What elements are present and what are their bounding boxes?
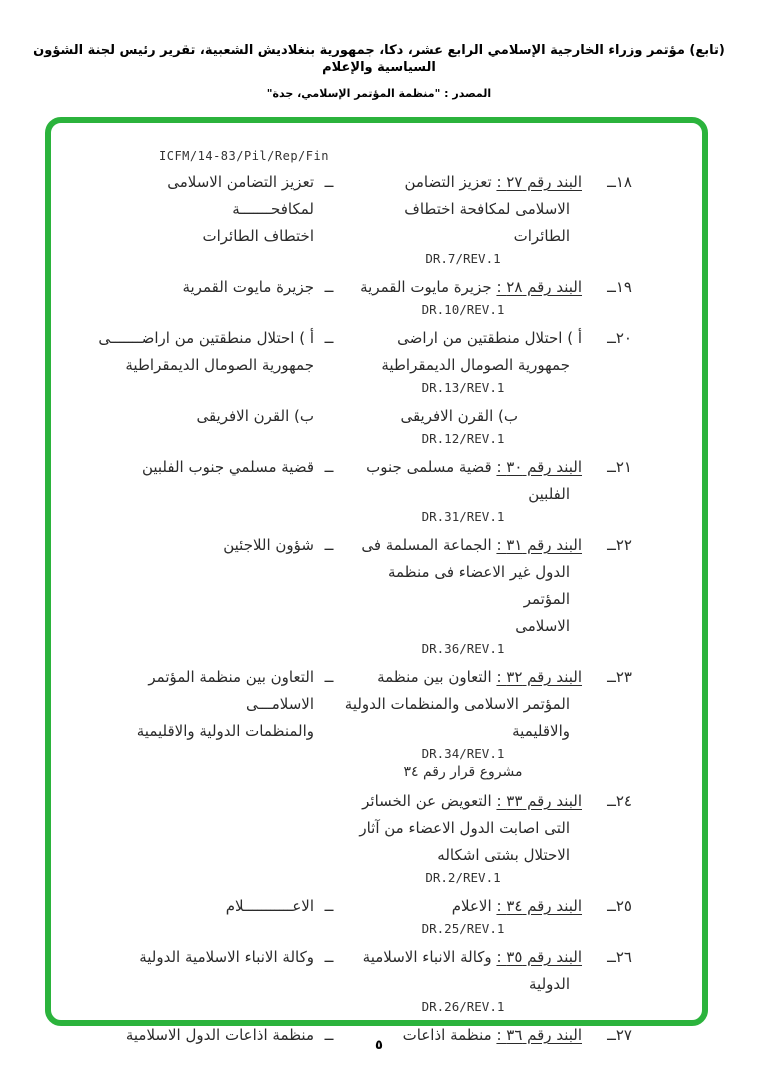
item-number: ٢٥ــ (607, 897, 632, 915)
item-right-col (344, 532, 582, 658)
subject-line: والمنظمات الدولية والاقليمية (136, 722, 314, 740)
separator-dash: ــ (324, 278, 334, 296)
dr-reference: DR.10/REV.1 (421, 302, 505, 317)
item-title: قضية مسلمى جنوب (366, 458, 492, 476)
item-number: ٢٧ــ (607, 1026, 632, 1044)
agenda-item-row (87, 454, 632, 526)
draft-resolution-note: مشروع قرار رقم ٣٤ (403, 764, 523, 780)
item-right-col (344, 403, 582, 448)
subject-line: ب) القرن الافريقى (196, 407, 314, 425)
item-title-underlined: البند رقم ٣٣ : (496, 792, 582, 810)
item-cont-line: والاقليمية (512, 722, 570, 740)
item-subject-col (87, 169, 314, 268)
dr-reference: DR.36/REV.1 (421, 641, 505, 656)
item-title-line (344, 788, 582, 815)
item-title-underlined: البند رقم ٣٢ : (496, 668, 582, 686)
separator-dash: ــ (324, 173, 334, 191)
subject-line: التعاون بين منظمة المؤتمر الاسلامـــى (148, 668, 314, 713)
item-subject-col (87, 664, 314, 782)
dr-reference: DR.2/REV.1 (425, 870, 501, 885)
item-cont-line: الدول غير الاعضاء فى منظمة المؤتمر (387, 563, 570, 608)
item-title: ب) القرن الافريقى (400, 407, 518, 425)
item-number: ٢٤ــ (607, 792, 632, 810)
item-title: منظمة اذاعات (402, 1026, 492, 1044)
dr-reference: DR.34/REV.1 (421, 746, 505, 761)
dr-reference: DR.25/REV.1 (421, 921, 505, 936)
separator-dash: ــ (324, 948, 334, 966)
item-title-line (344, 893, 582, 920)
agenda-item-row (87, 788, 632, 887)
document-reference: ICFM/14-83/Pil/Rep/Fin (159, 149, 329, 163)
item-right-col (344, 788, 582, 887)
agenda-item-row (87, 532, 632, 658)
agenda-item-row (87, 169, 632, 268)
dr-reference: DR.13/REV.1 (421, 380, 505, 395)
separator-dash: ــ (324, 668, 334, 686)
item-cont-line: الاسلامى لمكافحة اختطاف الطائرات (404, 200, 570, 245)
item-subject-col (87, 454, 314, 526)
subject-line: الاعـــــــــــلام (225, 897, 314, 915)
item-subject-col (87, 325, 314, 397)
subject-line: قضية مسلمي جنوب الفلبين (141, 458, 314, 476)
item-title-underlined: البند رقم ٢٧ : (496, 173, 582, 191)
item-number: ٢١ــ (607, 458, 632, 476)
item-title-line (344, 169, 582, 196)
item-number: ٢٠ــ (607, 329, 632, 347)
subject-line: جمهورية الصومال الديمقراطية (125, 356, 314, 374)
document-frame (45, 117, 708, 1044)
item-cont-line: الفلبين (528, 485, 570, 503)
separator-dash: ــ (324, 536, 334, 554)
item-title-line (344, 944, 582, 971)
conference-title: (تابع) مؤتمر وزراء الخارجية الإسلامي الرابع عشر، دكا، جمهورية بنغلاديش الشعبية، تقرير رئيس لجنة الشؤون السياسية والإعلام (33, 43, 725, 75)
agenda-item-row (87, 893, 632, 938)
item-title: وكالة الانباء الاسلامية (362, 948, 492, 966)
item-title-underlined: البند رقم ٣١ : (496, 536, 582, 554)
item-cont-line: التى اصابت الدول الاعضاء من آثار (359, 819, 570, 837)
item-title: التعويض عن الخسائر (362, 792, 492, 810)
agenda-list (87, 169, 632, 1049)
item-number: ٢٦ــ (607, 948, 632, 966)
item-right-col (344, 944, 582, 1016)
item-subject-col (87, 944, 314, 1016)
subject-line: وكالة الانباء الاسلامية الدولية (139, 948, 314, 966)
item-subject-col (87, 788, 314, 887)
item-subject-col (87, 532, 314, 658)
subject-line: تعزيز التضامن الاسلامى لمكافحـــــــة (167, 173, 314, 218)
separator-dash: ــ (324, 1026, 334, 1044)
item-subject-col (87, 893, 314, 938)
dr-reference: DR.31/REV.1 (421, 509, 505, 524)
subject-line: منظمة اذاعات الدول الاسلامية (125, 1026, 314, 1044)
item-title: أ ) احتلال منطقتين من اراضى (397, 329, 582, 347)
subject-line: شؤون اللاجئين (223, 536, 314, 554)
separator-dash: ــ (324, 458, 334, 476)
item-title-line (344, 454, 582, 481)
item-cont-line: جمهورية الصومال الديمقراطية (381, 356, 570, 374)
source-line: المصدر : "منظمة المؤتمر الإسلامي، جدة" (266, 87, 492, 100)
item-number: ٢٣ــ (607, 668, 632, 686)
item-title-underlined: البند رقم ٣٦ : (496, 1026, 582, 1044)
item-title-underlined: البند رقم ٣٥ : (496, 948, 582, 966)
item-right-col (344, 274, 582, 319)
item-title-line (344, 664, 582, 691)
item-title: تعزيز التضامن (404, 173, 492, 191)
item-title-line (344, 532, 582, 559)
subject-line: اختطاف الطائرات (202, 227, 314, 245)
item-number (582, 403, 632, 448)
item-right-col (344, 893, 582, 938)
item-cont-line: المؤتمر الاسلامى والمنظمات الدولية (344, 695, 570, 713)
subject-line: جزيرة مايوت القمرية (182, 278, 314, 296)
item-title: الجماعة المسلمة فى (361, 536, 492, 554)
subject-line: أ ) احتلال منطقتين من اراضـــــــى (98, 329, 314, 347)
separator-dash: ــ (324, 897, 334, 915)
agenda-item-row (87, 664, 632, 782)
separator-dash (314, 403, 344, 448)
item-right-col (344, 325, 582, 397)
page-number: ٥ (375, 1038, 383, 1053)
agenda-item-row (87, 325, 632, 397)
dr-reference: DR.26/REV.1 (421, 999, 505, 1014)
item-cont-line: الاحتلال بشتى اشكاله (437, 846, 570, 864)
separator-dash (314, 788, 344, 887)
item-cont-line: الاسلامى (515, 617, 570, 635)
item-title: جزيرة مايوت القمرية (360, 278, 492, 296)
item-title-line (344, 403, 582, 430)
item-title-underlined: البند رقم ٣٤ : (496, 897, 582, 915)
item-title-underlined: البند رقم ٣٠ : (496, 458, 582, 476)
item-cont-line: الدولية (529, 975, 570, 993)
item-right-col (344, 169, 582, 268)
document-content (51, 123, 702, 1044)
item-title-line (344, 274, 582, 301)
item-title-underlined: البند رقم ٢٨ : (496, 278, 582, 296)
item-subject-col (87, 274, 314, 319)
agenda-item-row (87, 274, 632, 319)
item-title-line (344, 325, 582, 352)
item-title: التعاون بين منظمة (377, 668, 492, 686)
agenda-item-row (87, 944, 632, 1016)
separator-dash: ــ (324, 329, 334, 347)
dr-reference: DR.12/REV.1 (421, 431, 505, 446)
agenda-item-row (87, 403, 632, 448)
item-number: ١٨ــ (607, 173, 632, 191)
item-right-col (344, 454, 582, 526)
dr-reference: DR.7/REV.1 (425, 251, 501, 266)
item-right-col (344, 664, 582, 782)
page-header (0, 42, 758, 100)
item-title: الاعلام (451, 897, 492, 915)
item-number: ١٩ــ (607, 278, 632, 296)
item-number: ٢٢ــ (607, 536, 632, 554)
item-subject-col (87, 403, 314, 448)
